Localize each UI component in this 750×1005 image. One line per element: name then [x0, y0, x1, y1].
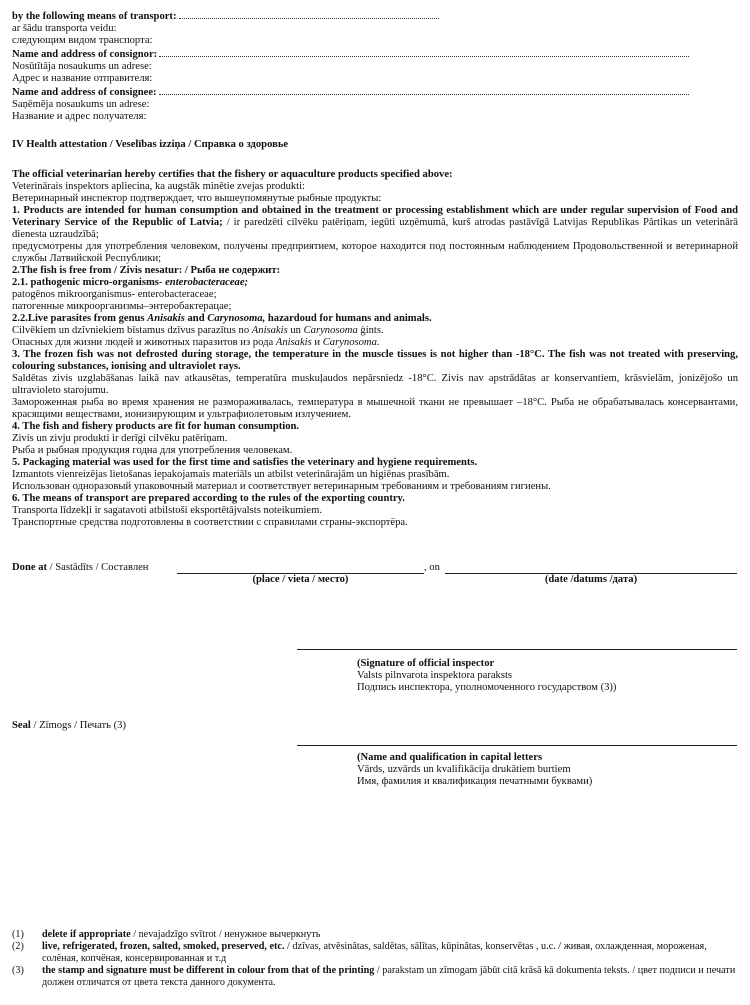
clause-2-2-lv-a: Cilvēkiem un dzīvniekiem bīstamus dzīvus parazītus no — [12, 325, 252, 336]
clause-6-ru: Транспортные средства подготовлены в соответствии с справилами страны-экспортёра. — [12, 517, 408, 528]
clause-2-1-text: 2.1. pathogenic micro-organisms- — [12, 277, 166, 288]
done-at-label-en: Done at — [12, 562, 48, 573]
certify-lv: Veterinārais inspektors apliecina, ka augstāk minētie zvejas produkti: — [12, 181, 305, 192]
clause-1-en: 1. Products are intended for human consumption and obtained in the treatment or processing establishment which are under regular supervision of Food and Veterinary Service of the Republic of Latvia; — [12, 205, 738, 228]
footnote-2-text — [42, 941, 738, 965]
transport-line — [12, 9, 738, 23]
clause-1 — [12, 205, 738, 241]
seal-row — [12, 720, 738, 732]
done-at-row — [12, 562, 738, 574]
transport-label-en: by the following means of transport: — [12, 11, 177, 22]
footnote-2 — [12, 941, 738, 965]
footnote-2-number: (2) — [12, 941, 24, 952]
done-on-label: , on — [424, 562, 440, 573]
signature-caption-lv: Valsts pilnvarota inspektora paraksts — [357, 670, 513, 681]
signature-block — [12, 586, 738, 658]
consignee-fill-line — [159, 85, 689, 95]
clause-2-1-term: enterobacteraceae; — [165, 277, 249, 288]
clause-4-en: 4. The fish and fishery products are fit for human consumption. — [12, 421, 300, 432]
place-fill-line[interactable] — [177, 562, 424, 574]
name-caption-ru: Имя, фамилия и квалификация печатными буквами) — [357, 776, 593, 787]
clause-2-2-lv-genus-a: Anisakis — [251, 325, 288, 336]
footnote-1-text — [42, 929, 738, 941]
clause-3-ru: Замороженная рыба во время хранения не размораживалась, температура в мышечной ткани не превышает –18°C. Рыба не обрабатывалась консервантами, красящими веществами, ионизирующим и ультрафиолетовым излучением. — [12, 397, 738, 420]
consignor-label-ru: Адрес и название отправителя: — [12, 73, 153, 84]
consignee-label-ru: Название и адрес получателя: — [12, 111, 147, 122]
seal-label — [12, 720, 126, 732]
consignee-line — [12, 85, 738, 99]
signature-caption — [12, 658, 738, 694]
clause-2-2-lv — [12, 325, 738, 337]
clause-6-lv: Transporta līdzekļi ir sagatavoti atbilstoši eksportētājvalsts noteikumiem. — [12, 505, 323, 516]
clause-2-2-en — [12, 313, 738, 325]
done-at-label-lv-ru: / Sastādīts / Составлен — [47, 562, 149, 573]
clause-2-en: 2.The fish is free from / Zivis nesatur: / Рыба не содержит: — [12, 265, 281, 276]
consignor-line — [12, 47, 738, 61]
consignee-label-lv: Saņēmēja nosaukums un adrese: — [12, 99, 150, 110]
footnote-2-rest: / dzīvas, atvēsinātas, saldētas, sālītas, kūpinātas, konservētas , u.c. / живая, охлажденная, мороженая, солёная, копчёная, консервированная и т.д — [42, 941, 707, 964]
seal-label-en: Seal — [12, 720, 31, 731]
clause-2-2-ru-genus-a: Anisakis — [275, 337, 312, 348]
clause-2-2-genus-b: Carynosoma, — [207, 313, 266, 324]
clause-2-2-ru-genus-b: Carynosoma. — [322, 337, 380, 348]
footnote-3-bold: the stamp and signature must be different in colour from that of the printing — [42, 965, 375, 976]
footnotes — [12, 929, 738, 989]
footnote-1-bold: delete if appropriate — [42, 929, 131, 940]
name-line[interactable] — [297, 745, 737, 746]
clause-5-ru: Использован одноразовый упаковочный материал и соответствует ветеринарным требованиям и требованиям гигиены. — [12, 481, 551, 492]
clause-1-ru: предусмотрены для употребления человеком, получены предприятием, которое находится под постоянным наблюдением Продовольственной и ветеринарной службы Латвийской Республики; — [12, 241, 738, 264]
name-caption-lv: Vārds, uzvārds un kvalifikācija drukātiem burtiem — [357, 764, 571, 775]
clause-2-2-text-a: 2.2.Live parasites from genus — [12, 313, 148, 324]
clause-2-2-genus-a: Anisakis — [147, 313, 185, 324]
footnote-3-text — [42, 965, 738, 989]
certificate-page — [12, 9, 738, 788]
clause-3-en: 3. The frozen fish was not defrosted during storage, the temperature in the muscle tissues is not higher than -18°C. The fish was not treated with preserving, colouring substances, ionising and ultraviolet rays. — [12, 349, 738, 372]
name-caption — [12, 752, 738, 788]
date-fill-line[interactable] — [445, 562, 737, 574]
clause-2-1-ru: патогенные микроорганизмы–энтеробактерацае; — [12, 301, 232, 312]
clause-2-2-ru-b: и — [311, 337, 323, 348]
clause-3-lv: Saldētas zivis uzglabāšanas laikā nav atkausētas, temperatūra muskuļaudos nepārsniedz -18°C. Zivis nav apstrādātas ar konservantiem, krāsvielām, jonizējošo un ultravioleto starojumu. — [12, 373, 738, 396]
date-caption: (date /datums /дата) — [544, 574, 638, 585]
transport-fill-line — [179, 9, 439, 19]
footnote-3 — [12, 965, 738, 989]
section-title: IV Health attestation / Veselības izziņa / Справка о здоровье — [12, 139, 289, 150]
clause-1-lv: / ir paredzēti cilvēku patēriņam, iegūti uzņēmumā, kurš atrodas pastāvīgā Latvijas Republikas Pārtikas un veterinārā dienesta uzraudzībā; — [12, 217, 738, 240]
consignor-fill-line — [159, 47, 689, 57]
signature-line[interactable] — [297, 649, 737, 650]
clause-4-lv: Zivis un zivju produkti ir derīgi cilvēku patēriņam. — [12, 433, 228, 444]
consignor-label-en: Name and address of consignor: — [12, 49, 158, 60]
name-caption-en: (Name and qualification in capital letters — [357, 752, 543, 763]
transport-label-ru: следующим видом транспорта: — [12, 35, 153, 46]
footnote-1-number: (1) — [12, 929, 24, 940]
footnote-1-rest: / nevajadzīgo svītrot / ненужное вычеркнуть — [130, 929, 321, 940]
clause-4-ru: Рыба и рыбная продукция годна для употребления человекам. — [12, 445, 293, 456]
certify-en: The official veterinarian hereby certifies that the fishery or aquaculture products specified above: — [12, 169, 453, 180]
consignor-label-lv: Nosūtītāja nosaukums un adrese: — [12, 61, 152, 72]
done-at-label — [12, 562, 148, 574]
clause-2-2-ru-a: Опасных для жизни людей и животных паразитов из рода — [12, 337, 276, 348]
clause-2-2-lv-b: un — [287, 325, 304, 336]
clause-2-2-ru — [12, 337, 738, 349]
clause-2-2-lv-c: ģints. — [357, 325, 384, 336]
clause-2-1-en — [12, 277, 738, 289]
footnote-1 — [12, 929, 738, 941]
seal-label-lv-ru: / Zīmogs / Печать (3) — [30, 720, 127, 731]
clause-5-en: 5. Packaging material was used for the first time and satisfies the veterinary and hygiene requirements. — [12, 457, 478, 468]
clause-2-2-text-b: and — [184, 313, 208, 324]
name-block — [12, 732, 738, 752]
transport-label-lv: ar šādu transporta veidu: — [12, 23, 117, 34]
signature-caption-en: (Signature of official inspector — [357, 658, 495, 669]
certify-ru: Ветеринарный инспектор подтверждает, что вышеупомянутые рыбные продукты: — [12, 193, 382, 204]
consignee-label-en: Name and address of consignee: — [12, 87, 157, 98]
done-captions — [12, 574, 738, 586]
footnote-3-number: (3) — [12, 965, 24, 976]
footnote-2-bold: live, refrigerated, frozen, salted, smoked, preserved, etc. — [42, 941, 285, 952]
clause-2-2-lv-genus-b: Carynosoma — [303, 325, 358, 336]
footnote-3-rest: / parakstam un zīmogam jābūt citā krāsā kā dokumenta teksts. / цвет подписи и печати должен отличатся от цвета текста данного документа. — [42, 965, 736, 988]
clause-6-en: 6. The means of transport are prepared according to the rules of the exporting country. — [12, 493, 405, 504]
clause-2-1-lv: patogēnos mikroorganismus- enterobacteraceae; — [12, 289, 217, 300]
clause-5-lv: Izmantots vienreizējas lietošanas iepakojamais materiāls un atbilst veterinārajām un higiēnas prasībām. — [12, 469, 450, 480]
place-caption: (place / vieta / место) — [252, 574, 349, 585]
clause-2-2-text-c: hazardoud for humans and animals. — [265, 313, 432, 324]
signature-caption-ru: Подпись инспектора, уполномоченного государством (3)) — [357, 682, 617, 693]
